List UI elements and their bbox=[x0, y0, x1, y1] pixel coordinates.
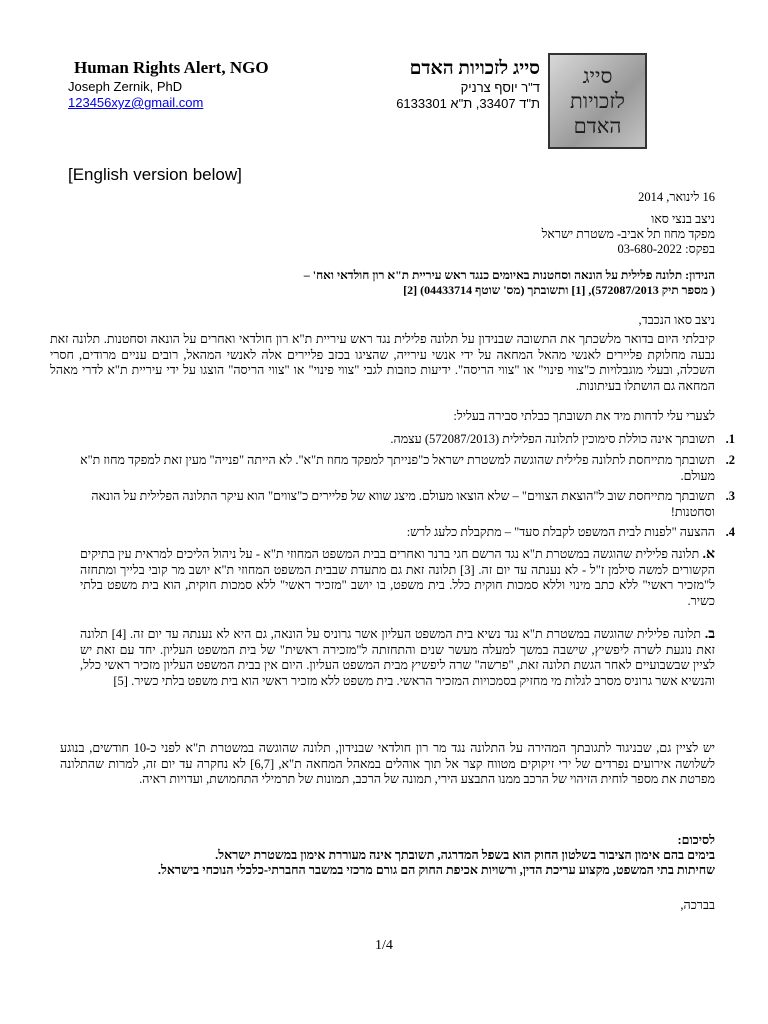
english-version-note: [English version below] bbox=[68, 165, 242, 184]
signoff: בברכה, bbox=[680, 898, 715, 912]
body-paragraph-1: קיבלתי היום בדואר מלשכתך את התשובה שבנידון על תלונה פלילית נגד ראש עיריית ת"א רון חולדאי ואחרים על הונאה וסחטנות. תלונה זאת נבעה מחלוקת פליירים לאנשי מהאל המחאה על ידי אנשי עירייה, שהציגו בכזב פליירים אלה לאנשי המהאל, רובים עניים מרודים, חסרי השכלה, ובעלי מוגבלויות כ"צווי פינוי" או "צווי הריסה". ידיעות כוזבות לגבי "צווי פינוי" או "צווי הריסה" הוצגו על ידי עיריית ת"א לדרי מאהל המחאה גם הושתלו בעיתונות. bbox=[50, 332, 715, 393]
list-item bbox=[60, 432, 735, 448]
organization-logo bbox=[548, 53, 647, 149]
conclusion-title: לסיכום: bbox=[677, 833, 715, 847]
list-item bbox=[60, 525, 735, 541]
body-paragraph-2: לצערי עלי לדחות מיד את תשובתך כבלתי סבירה בעליל: bbox=[453, 409, 715, 423]
list-item bbox=[60, 453, 735, 484]
page-number: 1/4 bbox=[375, 938, 393, 953]
list-item-number: 1. bbox=[725, 432, 735, 446]
list-item-text: תשובתך אינה כוללת סימוכין לתלונה הפלילית (572087/2013) עצמה. bbox=[390, 432, 715, 446]
list-item-number: 4. bbox=[725, 525, 735, 539]
list-item-text: תשובתך מתייחסת לתלונה פלילית שהוגשה למשטרת ישראל כ"פנייתך למפקד מחוז ת"א". לא הייתה "פנייה" מעין זאת למפקד מחוז ת"א מעולם. bbox=[80, 453, 715, 483]
subject-block bbox=[55, 268, 715, 298]
org-name-hebrew: סייג לזכויות האדם bbox=[409, 58, 540, 79]
recipient-name: ניצב בנצי סאו bbox=[651, 212, 715, 226]
subject-line: הנידון: תלונה פלילית על הונאה וסחטנות באיומים כנגד ראש עיריית ת"א רון חולדאי ואח' – bbox=[303, 268, 715, 282]
logo-line: האדם bbox=[573, 113, 622, 138]
list-item-number: 2. bbox=[725, 453, 735, 467]
subject-line: ( מספר תיק 572087/2013), [1] ותשובתך (מס' שוטף 04433714) [2] bbox=[403, 283, 715, 297]
recipient-block bbox=[542, 212, 715, 257]
sub-item-label: א. bbox=[702, 547, 716, 562]
conclusion-line: בימים בהם אימון הציבור בשלטון החוק הוא בשפל המדרגה, תשובתך אינה מעוררת אימון במשטרת ישראל. bbox=[215, 848, 715, 862]
sub-item-a bbox=[80, 547, 715, 609]
sub-item-label: ב. bbox=[704, 627, 716, 642]
list-item-text: תשובתך מתייחסת שוב ל"הוצאת הצווים" – שלא הוצאו מעולם. מיצג שווא של פליירים כ"צווים" הוא עיקר התלונה הפלילית על הונאה וסחטנות! bbox=[91, 489, 715, 519]
address-hebrew: ת"ד 33407, ת"א 6133301 bbox=[396, 96, 540, 111]
email-link[interactable]: 123456xyz@gmail.com bbox=[68, 95, 204, 110]
author-name-english: Joseph Zernik, PhD bbox=[68, 79, 183, 94]
letter-date: 16 לינואר, 2014 bbox=[638, 190, 715, 204]
logo-line: לזכויות bbox=[570, 88, 626, 113]
body-paragraph-final: יש לציין גם, שבניגוד לתגובתך המהירה על התלונה נגד מר רון חולדאי שבנידון, תלונה שהוגשה במשטרת ת"א לפני כ-10 חודשים, בנוגע לשלושה אירועים נפרדים של ירי זיקוקים מטווח קצר אל תוך אוהלים במאהל המחאה ת"א, [6,7] לא נחקרה עד יום זה, למרות שהתלונה מפרטת את מספר לוחית הזיהוי של הרכב ממנו התבצע הירי, תמונה של הרכב, תמונות של תרמילי התחמושת, ועדויות ראיה. bbox=[60, 741, 716, 786]
logo-line: סייג bbox=[582, 63, 613, 88]
greeting: ניצב סאו הנכבד, bbox=[638, 313, 715, 327]
sub-item-text: תלונה פלילית שהוגשה במשטרת ת"א נגד נשיא בית המשפט העליון אשר גרוניס על הונאה, גם היא לא נענתה עד יום זה. [4] תלונה זאת נוגעת לשרה ליפשיץ, שישבה במשך למעלה מעשר שנים והתחזתה ל"מזכירה ראשית" של בית המשפט העליון. יחד עם זאת יש לציין שבשבועיים לאחר הגשת תלונה זאת, "פרשה" שרה ליפשיץ מבית המשפט העליון. היום אין בבית המשפט העליון מזכיר ראשי כלל, והנשיא אשר גרוניס מסרב לגלות מי מחזיק בסמכויות המזכיר הראשי. בית משפט ללא מזכיר ראשי הוא בית משפט בלתי כשיר. [5] bbox=[80, 627, 715, 688]
recipient-title: מפקד מחוז תל אביב- משטרת ישראל bbox=[541, 227, 715, 241]
list-item-number: 3. bbox=[725, 489, 735, 503]
author-name-hebrew: ד"ר יוסף צרניק bbox=[460, 80, 540, 95]
sub-item-b bbox=[80, 627, 715, 689]
org-name-english: Human Rights Alert, NGO bbox=[74, 58, 269, 77]
list-item bbox=[60, 489, 735, 520]
conclusion-line: שחיתות בתי המשפט, מקצוע עריכת הדין, ורשויות אכיפת החוק הם גורם מרכזי במשבר החברתי-כלכלי הנוכחי בישראל. bbox=[157, 863, 715, 877]
list-item-text: ההצעה "לפנות לבית המשפט לקבלת סעד" – מתקבלת כלעג לרש: bbox=[406, 525, 715, 539]
recipient-fax: בפקס: 03-680-2022 bbox=[617, 242, 715, 256]
sub-item-text: תלונה פלילית שהוגשה במשטרת ת"א נגד הרשם חגי ברנר ואחרים בבית המשפט המחוזי ת"א - על ניהול הליכים למראית עין בתיקים הקשורים למשה סילמן ז"ל - לא נענתה עד יום זה. [3] תלונה זאת גם מתעדת שבבית המשפט המחוזי ת"א יושב מר קובי בלייך ומתחזה ל"מזכיר ראשי" ללא כתב מינוי וללא סמכות חוקית כלל. בית משפט, בו יושב "מזכיר ראשי" ללא סמכות חוקית, הוא בית משפט בלתי כשיר. bbox=[80, 547, 715, 608]
